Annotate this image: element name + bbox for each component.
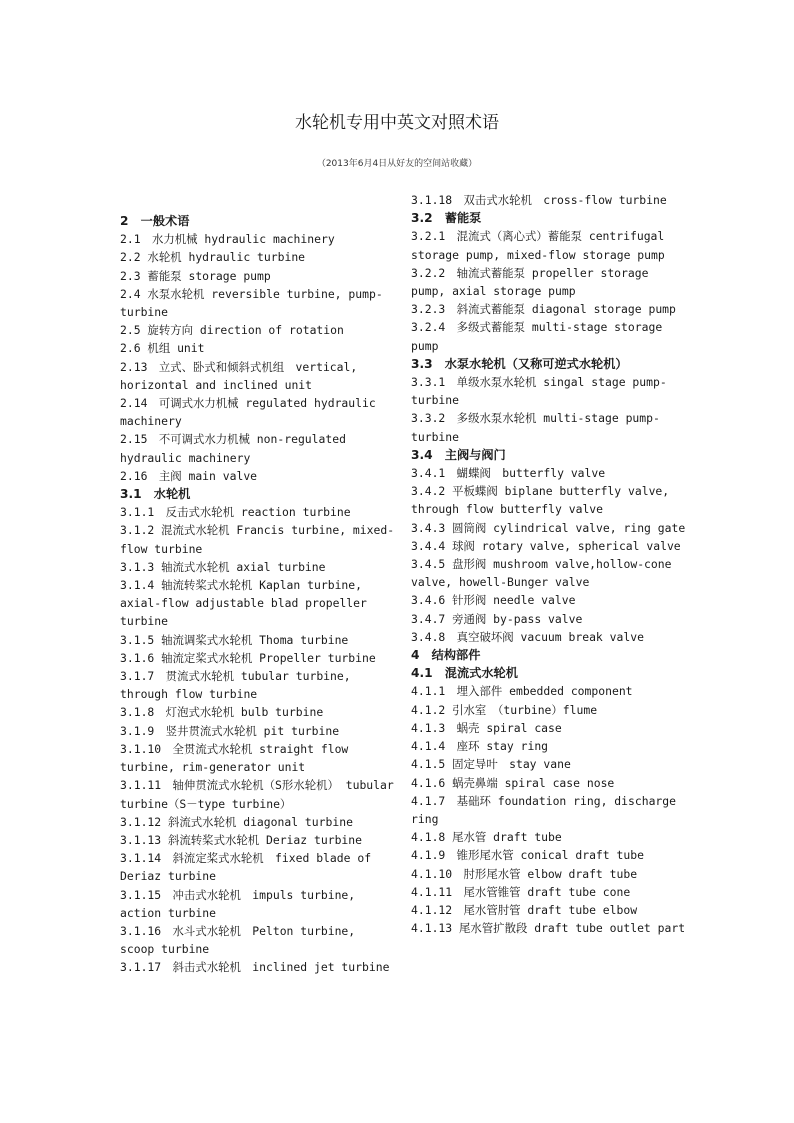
section-heading: 3.1 水轮机 [120,487,191,502]
term-entry: 3.1.10 全贯流式水轮机 straight flow turbine, rim-generator unit [120,741,349,775]
term-entry: 2.2 水轮机 hydraulic turbine [120,250,306,265]
term-entry: 4.1.10 肘形尾水管 elbow draft tube [411,866,638,881]
term-entry: 3.4.6 针形阀 needle valve [411,593,576,608]
term-entry: 3.1.12 斜流式水轮机 diagonal turbine [120,814,353,829]
term-entry: 3.1.11 轴伸贯流式水轮机（S形水轮机） tubular turbine（S－type turbine） [120,778,406,811]
term-entry: 2.4 水泵水轮机 reversible turbine, pump-turbine [120,286,383,320]
term-entry: 3.1.4 轴流转桨式水轮机 Kaplan turbine, axial-flow adjustable blad propeller turbine [120,578,367,629]
term-entry: 3.2.2 轴流式蓄能泵 propeller storage pump, axial storage pump [411,265,649,299]
term-entry: 2.16 主阀 main valve [120,468,258,483]
term-entry: 4.1.8 尾水管 draft tube [411,830,562,845]
term-entry: 3.4.5 盘形阀 mushroom valve,hollow-cone valve, howell-Bunger valve [411,557,672,590]
term-entry: 3.3.2 多级水泵水轮机 multi-stage pump-turbine [411,411,660,444]
left-column [120,212,406,977]
term-entry: 3.2.1 混流式（离心式）蓄能泵 centrifugal storage pump, mixed-flow storage pump [411,229,665,262]
term-entry: 4.1.1 埋入部件 embedded component [411,684,633,699]
term-entry: 4.1.5 固定导叶 stay vane [411,757,571,772]
term-entry: 3.4.4 球阀 rotary valve, spherical valve [411,538,681,553]
section-heading: 3.4 主阀与阀门 [411,447,506,462]
term-entry: 4.1.2 引水室 （turbine）flume [411,702,598,717]
term-entry: 4.1.3 蜗壳 spiral case [411,720,562,735]
term-entry: 2.1 水力机械 hydraulic machinery [120,232,335,247]
term-entry: 3.1.6 轴流定桨式水轮机 Propeller turbine [120,650,376,665]
term-entry: 3.1.1 反击式水轮机 reaction turbine [120,505,351,520]
term-entry: 2.14 可调式水力机械 regulated hydraulic machinery [120,396,376,429]
term-entry: 3.1.5 轴流调桨式水轮机 Thoma turbine [120,632,349,647]
right-column [411,191,686,937]
term-entry: 3.1.13 斜流转桨式水轮机 Deriaz turbine [120,832,362,847]
term-entry: 3.3.1 单级水泵水轮机 singal stage pump-turbine [411,375,667,408]
term-entry: 4.1.12 尾水管肘管 draft tube elbow [411,902,638,917]
term-entry: 2.5 旋转方向 direction of rotation [120,323,344,338]
term-entry: 3.1.9 竖井贯流式水轮机 pit turbine [120,723,340,738]
section-heading: 4 结构部件 [411,648,481,663]
term-entry: 4.1.13 尾水管扩散段 draft tube outlet part [411,921,686,936]
term-entry: 3.4.8 真空破坏阀 vacuum break valve [411,629,644,644]
term-entry: 3.1.17 斜击式水轮机 inclined jet turbine [120,960,390,975]
term-entry: 3.4.7 旁通阀 by-pass valve [411,611,583,626]
section-heading: 4.1 混流式水轮机 [411,666,518,681]
term-entry: 4.1.7 基础环 foundation ring, discharge ring [411,793,677,826]
document-subtitle: （2013年6月4日从好友的空间站收藏） [316,159,478,169]
document-title: 水轮机专用中英文对照术语 [295,113,499,133]
term-entry: 2.3 蓄能泵 storage pump [120,268,271,283]
term-entry: 3.1.15 冲击式水轮机 impuls turbine, action turbine [120,887,356,920]
term-entry: 3.4.1 蝴蝶阀 butterfly valve [411,466,606,481]
term-entry: 3.4.2 平板蝶阀 biplane butterfly valve, through flow butterfly valve [411,484,670,517]
term-entry: 3.1.3 轴流式水轮机 axial turbine [120,559,326,574]
term-entry: 4.1.6 蜗壳鼻端 spiral case nose [411,775,615,790]
term-entry: 3.1.14 斜流定桨式水轮机 fixed blade of Deriaz turbine [120,851,372,884]
section-heading: 3.3 水泵水轮机（又称可逆式水轮机） [411,356,628,371]
section-heading: 3.2 蓄能泵 [411,211,482,226]
term-entry: 3.2.3 斜流式蓄能泵 diagonal storage pump [411,302,676,317]
term-entry: 3.4.3 圆筒阀 cylindrical valve, ring gate [411,520,686,535]
term-entry: 3.1.7 贯流式水轮机 tubular turbine, through flow turbine [120,669,351,702]
term-entry: 2.6 机组 unit [120,341,205,356]
term-entry: 2.15 不可调式水力机械 non-regulated hydraulic machinery [120,432,346,465]
term-entry: 3.1.18 双击式水轮机 cross-flow turbine [411,193,667,207]
term-entry: 3.2.4 多级式蓄能泵 multi-stage storage pump [411,320,663,353]
term-entry: 4.1.11 尾水管锥管 draft tube cone [411,884,631,899]
term-entry: 4.1.9 锥形尾水管 conical draft tube [411,848,644,863]
section-heading: 2 一般术语 [120,214,190,228]
term-entry: 3.1.16 水斗式水轮机 Pelton turbine, scoop turbine [120,923,356,957]
term-entry: 3.1.8 灯泡式水轮机 bulb turbine [120,705,324,720]
term-entry: 2.13 立式、卧式和倾斜式机组 vertical, horizontal and inclined unit [120,359,358,392]
term-entry: 4.1.4 座环 stay ring [411,739,549,754]
term-entry: 3.1.2 混流式水轮机 Francis turbine, mixed-flow turbine [120,523,395,556]
